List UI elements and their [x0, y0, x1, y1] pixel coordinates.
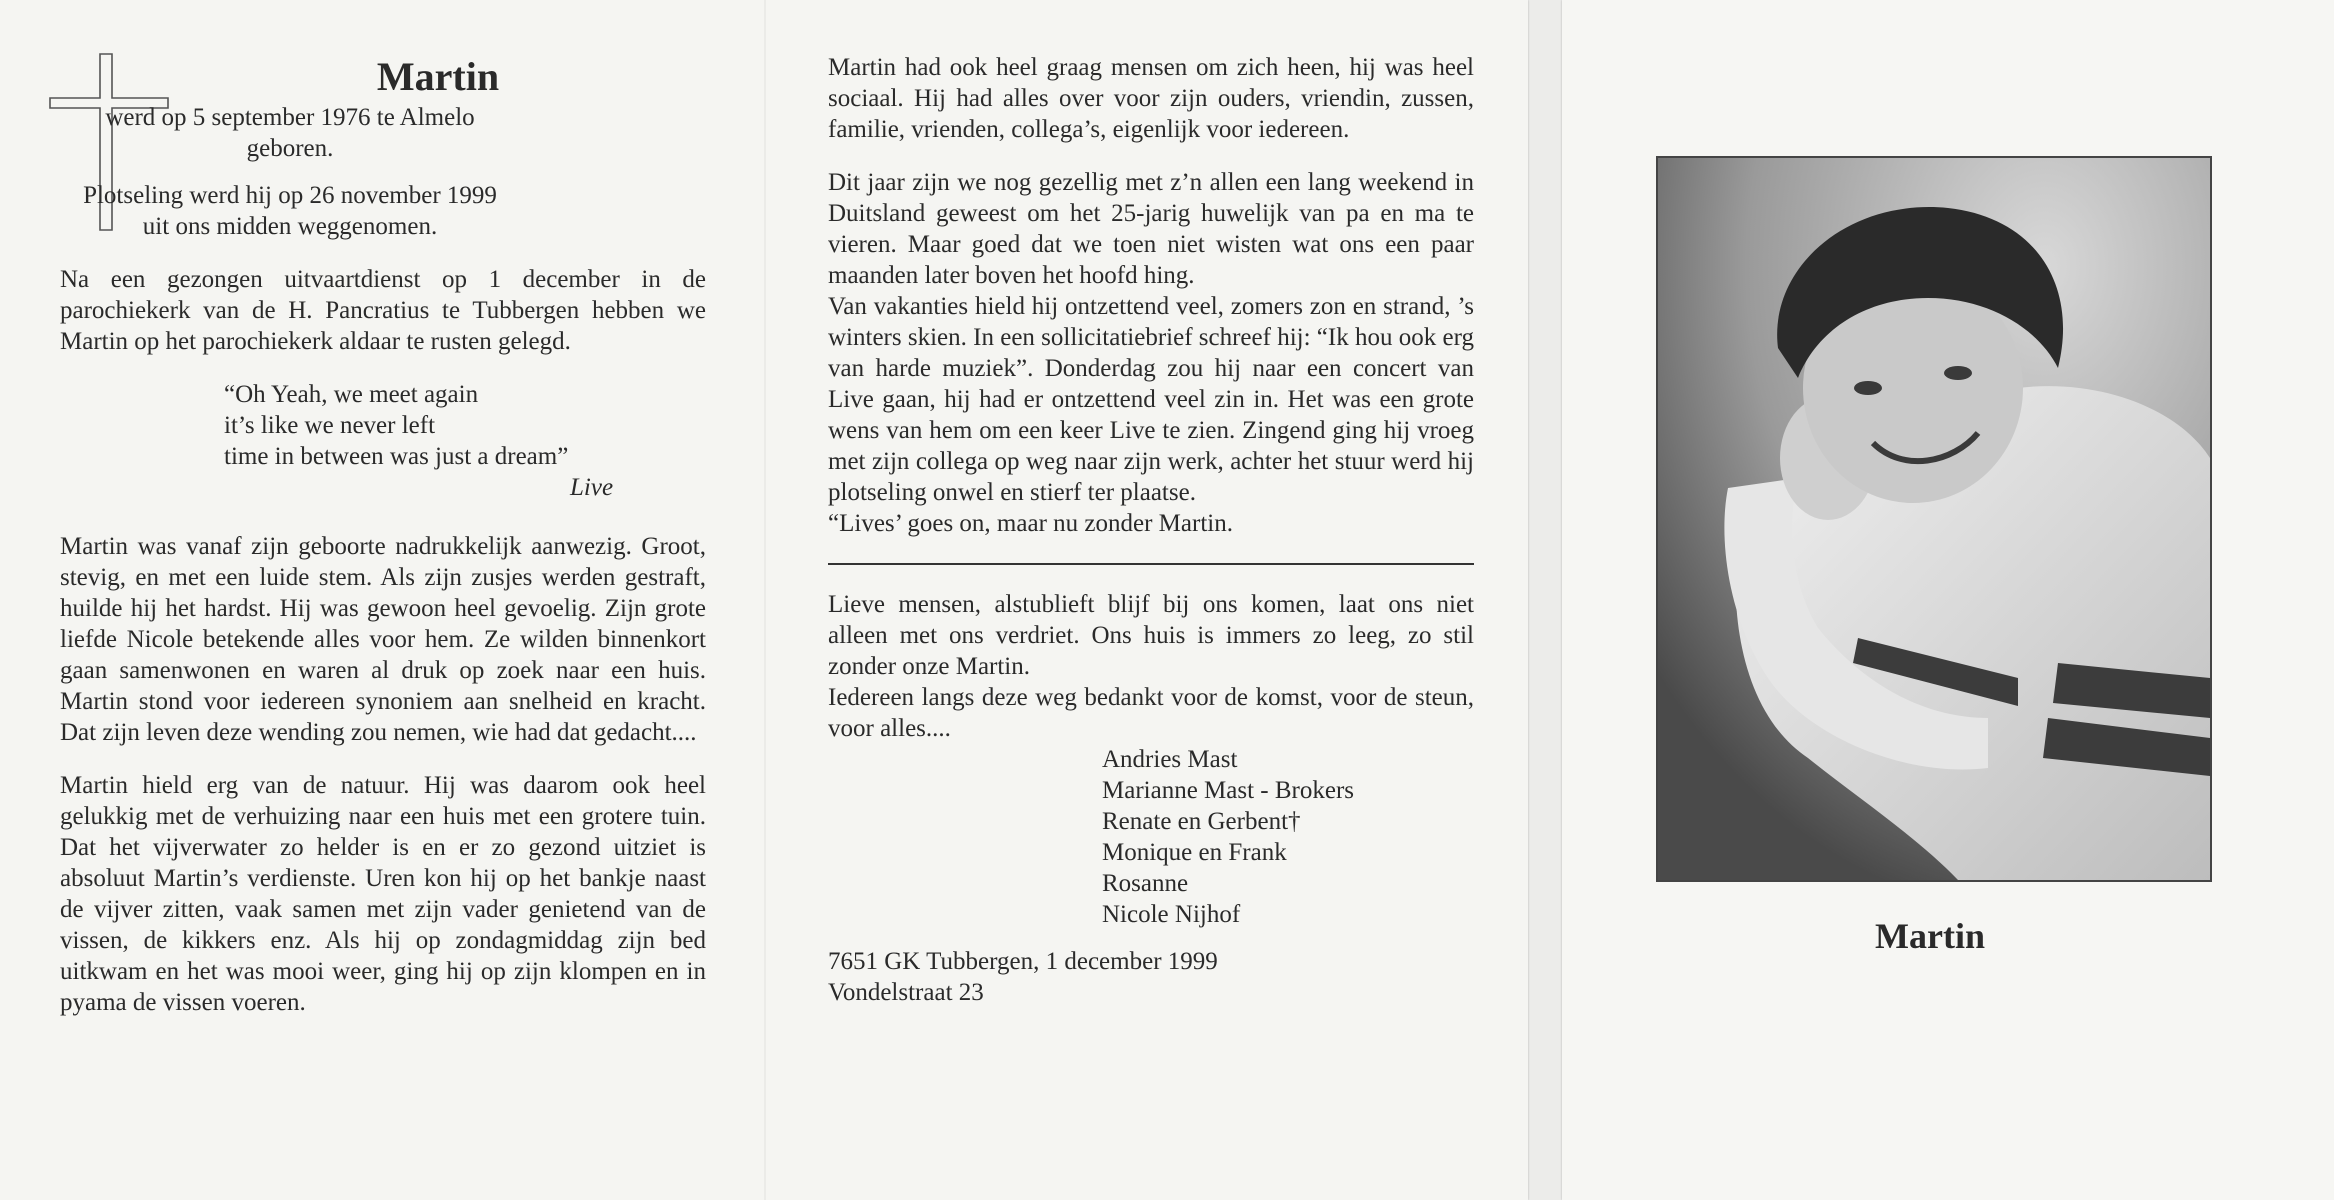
closing-line: “Lives’ goes on, maar nu zonder Martin. [828, 510, 1233, 537]
song-quote [224, 379, 706, 472]
portrait-image [1658, 158, 2210, 880]
birth-line-2: geboren. [246, 135, 334, 162]
family-address [828, 946, 1474, 1008]
portrait-caption: Martin [1875, 916, 1985, 956]
quote-line-2: it’s like we never left [224, 412, 436, 439]
middle-column [828, 52, 1474, 1008]
signer-name: Andries Mast [1102, 746, 1238, 773]
social-paragraph: Martin had ook heel graag mensen om zich heen, hij was heel sociaal. Hij had alles over voor zijn ouders, vriendin, zussen, familie, vrienden, collega’s, eigenlijk voor iedereen. [828, 54, 1474, 143]
signer-name: Renate en Gerbent† [1102, 808, 1301, 835]
signer-name: Nicole Nijhof [1102, 901, 1241, 928]
family-signatures [1102, 744, 1474, 930]
signer-name: Rosanne [1102, 870, 1189, 897]
death-line-2: uit ons midden weggenomen. [142, 213, 438, 240]
death-line: Plotseling werd hij op 26 november 1999 [83, 182, 497, 209]
left-column [60, 52, 706, 1018]
birth-line: werd op 5 september 1976 te Almelo [105, 104, 475, 131]
biography-paragraph-1: Martin was vanaf zijn geboorte nadrukkelijk aanwezig. Groot, stevig, en met een luide stem. Als zijn zusjes werden gestraft, huilde hij het hardst. Hij was gewoon heel gevoelig. Zijn grote liefde Nicole betekende alles voor hem. Ze wilden binnenkort gaan samenwonen en waren al druk op zoek naar een huis. Martin stond voor iedereen synoniem aan snelheid en kracht. Dat zijn leven deze wending zou nemen, wie had dat gedacht.... [60, 533, 706, 746]
signer-name: Monique en Frank [1102, 839, 1287, 866]
holiday-paragraph: Van vakanties hield hij ontzettend veel, zomers zon en strand, ’s winters skien. In een sollicitatiebrief schreef hij: “Ik hou ook erg van harde muziek”. Donderdag zou hij naar een concert van Live gaan, hij had er ontzettend veel zin in. Het was een grote wens van hem om een keer Live te zien. Zingend ging hij vroeg met zijn collega op weg naar zijn werk, achter het stuur werd hij plotseling onwel en stierf ter plaatse. [828, 293, 1474, 506]
address-line-1: 7651 GK Tubbergen, 1 december 1999 [828, 948, 1218, 975]
portrait-photo [1656, 156, 2212, 882]
funeral-paragraph: Na een gezongen uitvaartdienst op 1 december in de parochiekerk van de H. Pancratius te Tubbergen hebben we Martin op het parochiekerk aldaar te rusten gelegd. [60, 266, 706, 355]
deceased-name: Martin [376, 54, 500, 99]
signer-name: Marianne Mast - Brokers [1102, 777, 1355, 804]
card-fold [764, 0, 766, 1200]
thanks-paragraph: Lieve mensen, alstublieft blijf bij ons komen, laat ons niet alleen met ons verdriet. Ons huis is immers zo leeg, zo stil zonder onze Martin. [828, 591, 1474, 680]
biography-paragraph-2: Martin hield erg van de natuur. Hij was daarom ook heel gelukkig met de verhuizing naar een huis met een grotere tuin. Dat het vijverwater zo helder is en er zo gezond uitziet is absoluut Martin’s verdienste. Uren kon hij op het bankje naast de vijver zitten, vaak samen met zijn vader genietend van de vissen, de kikkers enz. Als hij op zondagmiddag zijn bed uitkwam en het was mooi weer, ging hij op zijn klompen en in pyama de vissen voeren. [60, 772, 706, 1016]
thanks-line: Iedereen langs deze weg bedankt voor de komst, voor de steun, voor alles.... [828, 684, 1474, 742]
anniversary-paragraph: Dit jaar zijn we nog gezellig met z’n allen een lang weekend in Duitsland geweest om het 25-jarig huwelijk van pa en ma te vieren. Maar goed dat we toen niet wisten wat ons een paar maanden later boven het hoofd hing. [828, 169, 1474, 289]
quote-line-3: time in between was just a dream” [224, 443, 569, 470]
divider [828, 563, 1474, 565]
quote-line-1: “Oh Yeah, we meet again [224, 381, 479, 408]
quote-source: Live [570, 474, 614, 501]
address-line-2: Vondelstraat 23 [828, 979, 984, 1006]
